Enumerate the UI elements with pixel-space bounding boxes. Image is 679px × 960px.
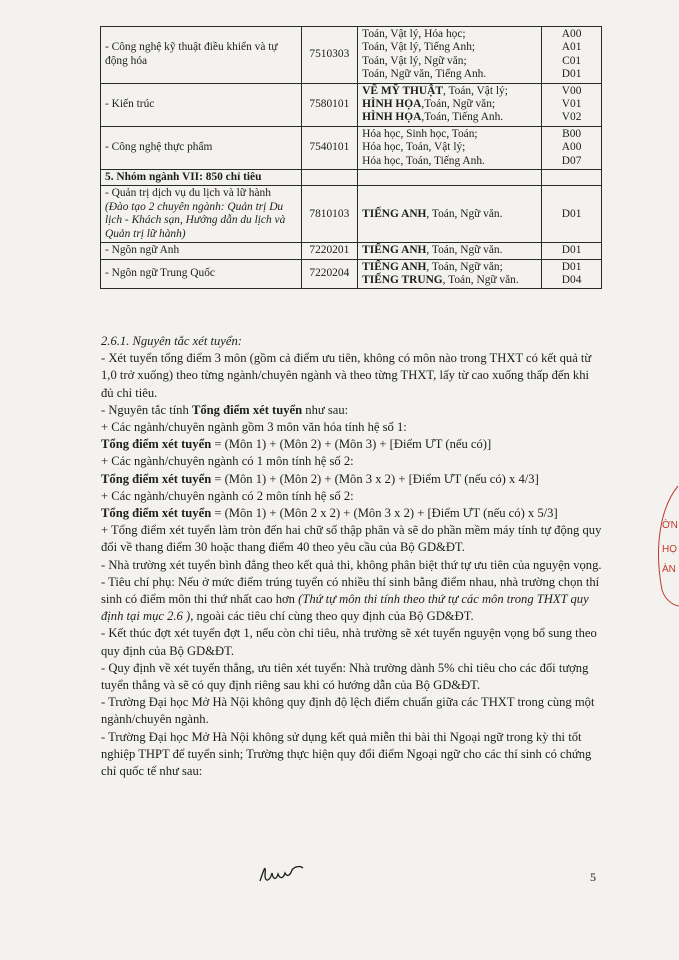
major-name-cell (101, 186, 302, 243)
subject-combination: TIẾNG TRUNG, Toán, Ngữ văn. (362, 273, 519, 286)
exam-block-codes (542, 243, 602, 259)
major-name: - Kiến trúc (105, 98, 155, 111)
major-code: 7220204 (301, 259, 358, 289)
paragraph: - Nguyên tắc tính Tổng điểm xét tuyển như sau: (101, 402, 349, 417)
formula: Tổng điểm xét tuyển = (Môn 1) + (Môn 2) + (Môn 3 x 2) + [Điểm ƯT (nếu có) x 4/3] (101, 471, 539, 486)
major-name: - Công nghệ thực phẩm (105, 141, 213, 154)
table-row (101, 27, 602, 84)
major-code: 7540101 (301, 126, 358, 169)
paragraph: - Tiêu chí phụ: Nếu ở mức điểm trúng tuyển có nhiều thí sinh bằng điểm nhau, nhà trường chọn thí sinh có điểm môn thi thứ nhất cao hơn (Thứ tự môn thi tính theo thứ tự các môn trong THXT quy định tại mục 2.6 ), ngoài các tiêu chí cùng theo quy định của Bộ GD&ĐT. (101, 574, 600, 624)
paragraph: - Nhà trường xét tuyển bình đẳng theo kết quả thi, không phân biệt thứ tự ưu tiên của nguyện vọng. (101, 557, 602, 572)
exam-block-code: V00 (561, 84, 582, 97)
exam-block-code: D01 (561, 68, 582, 81)
exam-block-codes (542, 259, 602, 289)
major-name-cell (101, 259, 302, 289)
subject-combination: HÌNH HỌA,Toán, Tiếng Anh. (362, 111, 504, 124)
page-number: 5 (590, 870, 596, 884)
exam-block-code: V02 (561, 111, 582, 124)
major-code: 7580101 (301, 83, 358, 126)
paragraph: - Kết thúc đợt xét tuyển đợt 1, nếu còn chỉ tiêu, nhà trường sẽ xét tuyển nguyện vọng bổ sung theo quy định của Bộ GD&ĐT. (101, 626, 597, 658)
major-name-cell (101, 126, 302, 169)
exam-block-code: D01 (561, 244, 582, 257)
exam-block-code: C01 (562, 54, 582, 67)
paragraph: + Tổng điểm xét tuyển làm tròn đến hai chữ số thập phân và sẽ do phần mềm máy tính tự động quy đổi về thang điểm 30 hoặc thang điểm 40 theo yêu cầu của Bộ GD&ĐT. (101, 523, 602, 555)
major-code: 7220201 (301, 243, 358, 259)
table-row (101, 243, 602, 259)
subject-combinations (358, 27, 542, 84)
exam-block-code: A01 (561, 41, 582, 54)
group-title: 5. Nhóm ngành VII: 850 chỉ tiêu (101, 170, 302, 186)
subject-combination: Hóa học, Sinh học, Toán; (362, 127, 478, 140)
major-name-cell (101, 27, 302, 84)
major-name-cell (101, 83, 302, 126)
table-row (101, 83, 602, 126)
formula: Tổng điểm xét tuyển = (Môn 1) + (Môn 2) + (Môn 3) + [Điểm ƯT (nếu có)] (101, 437, 492, 452)
exam-block-code: A00 (561, 141, 582, 154)
admission-table (100, 26, 602, 289)
subject-combinations (358, 243, 542, 259)
table-row (101, 259, 602, 289)
subject-combination: TIẾNG ANH, Toán, Ngữ văn; (362, 260, 503, 273)
signature-initials (256, 859, 306, 894)
subject-combination: TIẾNG ANH, Toán, Ngữ văn. (362, 207, 503, 220)
paragraph: - Quy định về xét tuyển thẳng, ưu tiên xét tuyển: Nhà trường dành 5% chỉ tiêu cho các đối tượng tuyển thẳng và sẽ có quy định riêng sau khi có hướng dẫn của Bộ GD&ĐT. (101, 660, 589, 693)
major-name: - Ngôn ngữ Trung Quốc (105, 267, 215, 280)
seal-stamp: ỜN HỌ ÀN (648, 478, 679, 618)
paragraph: + Các ngành/chuyên ngành gồm 3 môn văn hóa tính hệ số 1: (101, 420, 407, 435)
subject-combinations (358, 126, 542, 169)
paragraph: + Các ngành/chuyên ngành có 2 môn tính hệ số 2: (101, 488, 354, 503)
exam-block-codes (542, 126, 602, 169)
exam-block-code: B00 (562, 127, 582, 140)
subject-combination: Hóa học, Toán, Vật lý; (362, 141, 466, 154)
major-code: 7510303 (301, 27, 358, 84)
subject-combination: VẼ MỸ THUẬT, Toán, Vật lý; (362, 84, 508, 97)
exam-block-code: V01 (561, 98, 582, 111)
table-group-row (101, 170, 602, 186)
admission-rules-section (101, 333, 603, 780)
empty-cell (542, 170, 602, 186)
subject-combinations (358, 83, 542, 126)
paragraph: - Trường Đại học Mở Hà Nội không quy định độ lệch điểm chuẩn giữa các THXT trong cùng một ngành/chuyên ngành. (101, 695, 595, 727)
exam-block-codes (542, 186, 602, 243)
subject-combinations (358, 186, 542, 243)
subject-combination: Toán, Vật lý, Tiếng Anh; (362, 41, 476, 54)
exam-block-code: D01 (561, 260, 582, 273)
exam-block-code: D07 (561, 154, 582, 167)
exam-block-code: A00 (561, 28, 582, 40)
major-code: 7810103 (301, 186, 358, 243)
exam-block-code: D01 (561, 207, 582, 220)
section-heading: 2.6.1. Nguyên tắc xét tuyển: (101, 334, 242, 348)
empty-cell (301, 170, 358, 186)
major-name: - Quản trị dịch vụ du lịch và lữ hành (105, 187, 271, 200)
major-name: - Công nghệ kỹ thuật điều khiển và tự động hóa (105, 41, 278, 67)
subject-combination: Toán, Ngữ văn, Tiếng Anh. (362, 68, 487, 81)
major-name: - Ngôn ngữ Anh (105, 244, 180, 257)
major-note: (Đào tạo 2 chuyên ngành: Quản trị Du lịch - Khách sạn, Hướng dẫn du lịch và Quản trị lữ hành) (105, 200, 286, 240)
subject-combination: Hóa học, Toán, Tiếng Anh. (362, 154, 485, 167)
subject-combination: Toán, Vật lý, Ngữ văn; (362, 54, 467, 67)
exam-block-codes (542, 83, 602, 126)
exam-block-codes (542, 27, 602, 84)
exam-block-code: D04 (561, 273, 582, 286)
table-row (101, 126, 602, 169)
formula: Tổng điểm xét tuyển = (Môn 1) + (Môn 2 x 2) + (Môn 3 x 2) + [Điểm ƯT (nếu có) x 5/3] (101, 506, 558, 521)
subject-combination: Toán, Vật lý, Hóa học; (362, 28, 466, 40)
subject-combinations (358, 259, 542, 289)
paragraph: + Các ngành/chuyên ngành có 1 môn tính hệ số 2: (101, 454, 354, 469)
subject-combination: HÌNH HỌA,Toán, Ngữ văn; (362, 98, 496, 111)
subject-combination: TIẾNG ANH, Toán, Ngữ văn. (362, 244, 503, 257)
paragraph: - Trường Đại học Mở Hà Nội không sử dụng kết quả miễn thi bài thi Ngoại ngữ trong kỳ thi tốt nghiệp THPT để tuyển sinh; Trường thực hiện quy đổi điểm Ngoại ngữ cho các thí sinh có chứng chỉ quốc tế như sau: (101, 729, 592, 779)
empty-cell (358, 170, 542, 186)
paragraph: - Xét tuyển tổng điểm 3 môn (gồm cả điểm ưu tiên, không có môn nào trong THXT có kết quả từ 1,0 trở xuống) theo từng ngành/chuyên ngành và theo từng THXT, lấy từ cao xuống thấp đến khi đủ chỉ tiêu. (101, 351, 592, 400)
table-row (101, 186, 602, 243)
major-name-cell (101, 243, 302, 259)
